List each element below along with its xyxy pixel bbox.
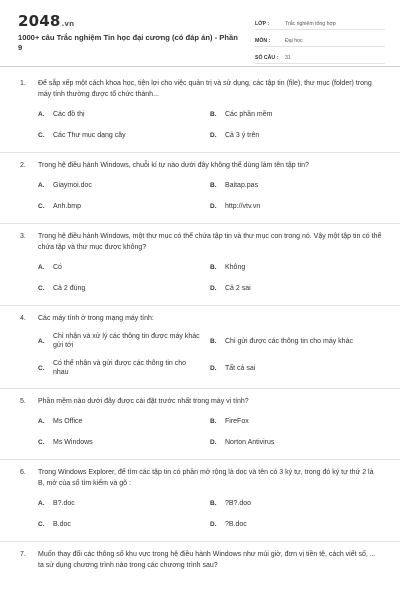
answer-option[interactable] <box>210 177 382 193</box>
answer-option[interactable] <box>210 259 382 275</box>
meta-value: 31 <box>285 55 291 61</box>
question-number: 3. <box>20 233 26 240</box>
meta-value: Đại học <box>285 38 303 44</box>
answer-text: ?B.doc <box>225 520 247 528</box>
answer-text: Norton Antivirus <box>225 438 275 446</box>
answer-option[interactable] <box>210 280 382 296</box>
answer-text: Cả 2 đúng <box>53 284 86 292</box>
answer-letter: C. <box>38 131 45 139</box>
question-list <box>0 78 400 582</box>
document-meta <box>255 14 385 65</box>
answer-option[interactable] <box>38 495 210 511</box>
answer-option[interactable] <box>38 198 210 214</box>
answer-option[interactable] <box>210 127 382 143</box>
answer-text: B.doc <box>53 520 71 528</box>
answer-text: ?B?.doo <box>225 499 252 507</box>
answer-letter: A. <box>38 417 45 425</box>
answer-letter: D. <box>210 364 217 372</box>
answer-letter: A. <box>38 263 45 271</box>
answer-letter: A. <box>38 181 45 189</box>
answer-option[interactable] <box>38 106 210 122</box>
answer-option[interactable] <box>38 434 210 450</box>
answer-letter: D. <box>210 284 217 292</box>
answer-letter: D. <box>210 131 217 139</box>
answer-letter: B. <box>210 263 217 271</box>
question-number: 7. <box>20 551 26 558</box>
answer-text: Ms Office <box>53 417 83 425</box>
question-text: Để sắp xếp một cách khoa học, tiện lợi cho việc quản trị và sử dụng, các tập tin (file), thư mục (folder) trong máy tính thường được tổ chức thành... <box>38 80 372 98</box>
question-number: 4. <box>20 315 26 322</box>
answer-text: Cả 3 ý trên <box>225 131 260 139</box>
answer-options <box>20 413 382 455</box>
answer-letter: B. <box>210 181 217 189</box>
meta-row-count <box>255 48 385 64</box>
document-title: 1000+ câu Trắc nghiệm Tin học đại cương (có đáp án) - Phần 9 <box>18 33 238 52</box>
answer-option[interactable] <box>210 330 382 352</box>
question-number: 2. <box>20 162 26 169</box>
answer-letter: B. <box>210 110 217 118</box>
answer-option[interactable] <box>38 357 210 379</box>
answer-letter: C. <box>38 202 45 210</box>
logo-text: 2048 <box>18 12 61 30</box>
answer-text: Có <box>53 263 62 271</box>
answer-letter: C. <box>38 520 45 528</box>
answer-letter: B. <box>210 337 217 345</box>
answer-option[interactable] <box>38 516 210 532</box>
answer-option[interactable] <box>210 106 382 122</box>
site-logo[interactable] <box>18 12 74 30</box>
answer-text: FireFox <box>225 417 249 425</box>
meta-row-class <box>255 14 385 30</box>
question-text: Các máy tính ở trong mạng máy tính: <box>38 315 154 322</box>
answer-letter: C. <box>38 284 45 292</box>
question-item <box>0 160 400 224</box>
answer-text: Các đồ thị <box>53 110 85 118</box>
answer-letter: A. <box>38 110 45 118</box>
question-item <box>0 467 400 542</box>
answer-text: Chỉ gửi được các thông tin cho máy khác <box>225 337 353 345</box>
question-item <box>0 549 400 575</box>
answer-option[interactable] <box>38 127 210 143</box>
meta-label: LỚP : <box>255 21 270 27</box>
answer-letter: A. <box>38 499 45 507</box>
question-text: Trong Windows Explorer, để tìm các tập tin có phần mở rộng là doc và tên có 3 ký tự, trong đó ký tự thứ 2 là B, mở của sổ tìm kiếm và gõ : <box>38 469 374 487</box>
answer-option[interactable] <box>38 259 210 275</box>
answer-text: B?.doc <box>53 499 75 507</box>
answer-letter: B. <box>210 417 217 425</box>
question-number: 5. <box>20 398 26 405</box>
answer-options <box>20 259 382 301</box>
answer-text: Anh.bmp <box>53 202 82 210</box>
answer-text: http://vtv.vn <box>225 202 261 210</box>
answer-letter: D. <box>210 438 217 446</box>
answer-options <box>20 106 382 148</box>
answer-options <box>20 177 382 219</box>
answer-letter: D. <box>210 520 217 528</box>
answer-letter: D. <box>210 202 217 210</box>
answer-option[interactable] <box>38 413 210 429</box>
meta-row-subject <box>255 31 385 47</box>
answer-text: Các phần mềm <box>225 110 273 118</box>
question-text: Trong hệ điều hành Windows, một thư mục có thể chứa tập tin và thư mục con trong nó. Vậy một tập tin có thể chứa tập và thư mục được không? <box>38 233 382 251</box>
answer-text: Baitap.pas <box>225 181 259 189</box>
answer-text: Giaymoi.doc <box>53 181 92 189</box>
question-text: Trong hệ điều hành Windows, chuỗi kí tự nào dưới đây không thể dùng làm tên tập tin? <box>38 162 309 169</box>
question-number: 6. <box>20 469 26 476</box>
question-text: Phần mềm nào dưới đây được cài đặt trước nhất trong máy vi tính? <box>38 398 249 405</box>
answer-options <box>20 330 382 384</box>
answer-option[interactable] <box>38 330 210 352</box>
answer-text: Các Thư mục dạng cây <box>53 131 126 139</box>
answer-option[interactable] <box>210 495 382 511</box>
answer-options <box>20 495 382 537</box>
answer-text: Có thể nhận và gửi được các thông tin cho nhau <box>53 360 187 376</box>
meta-label: MÔN : <box>255 38 271 44</box>
answer-option[interactable] <box>210 357 382 379</box>
answer-letter: B. <box>210 499 217 507</box>
answer-option[interactable] <box>210 434 382 450</box>
meta-value: Trắc nghiệm tổng hợp <box>285 21 336 27</box>
answer-option[interactable] <box>38 177 210 193</box>
answer-letter: C. <box>38 438 45 446</box>
document-header <box>0 0 400 67</box>
meta-label: SỐ CÂU : <box>255 55 279 61</box>
question-number: 1. <box>20 80 26 87</box>
question-item <box>0 313 400 389</box>
question-text: Muốn thay đổi các thông số khu vực trong hệ điều hành Windows như múi giờ, đơn vị tiền tệ, cách viết số, ... ta sử dụng chương trình nào trong các chương trình sau? <box>38 551 376 569</box>
answer-text: Cả 2 sai <box>225 284 251 292</box>
answer-text: Chỉ nhận và xử lý các thông tin được máy khác gửi tới <box>53 333 200 349</box>
question-item <box>0 396 400 460</box>
question-item <box>0 78 400 153</box>
answer-letter: A. <box>38 337 45 345</box>
answer-letter: C. <box>38 364 45 372</box>
question-item <box>0 231 400 306</box>
answer-option[interactable] <box>210 516 382 532</box>
answer-option[interactable] <box>210 413 382 429</box>
answer-text: Không <box>225 263 246 271</box>
answer-text: Tất cả sai <box>225 364 256 372</box>
logo-suffix: .vn <box>61 20 75 28</box>
answer-option[interactable] <box>38 280 210 296</box>
answer-text: Ms Windows <box>53 438 93 446</box>
answer-option[interactable] <box>210 198 382 214</box>
